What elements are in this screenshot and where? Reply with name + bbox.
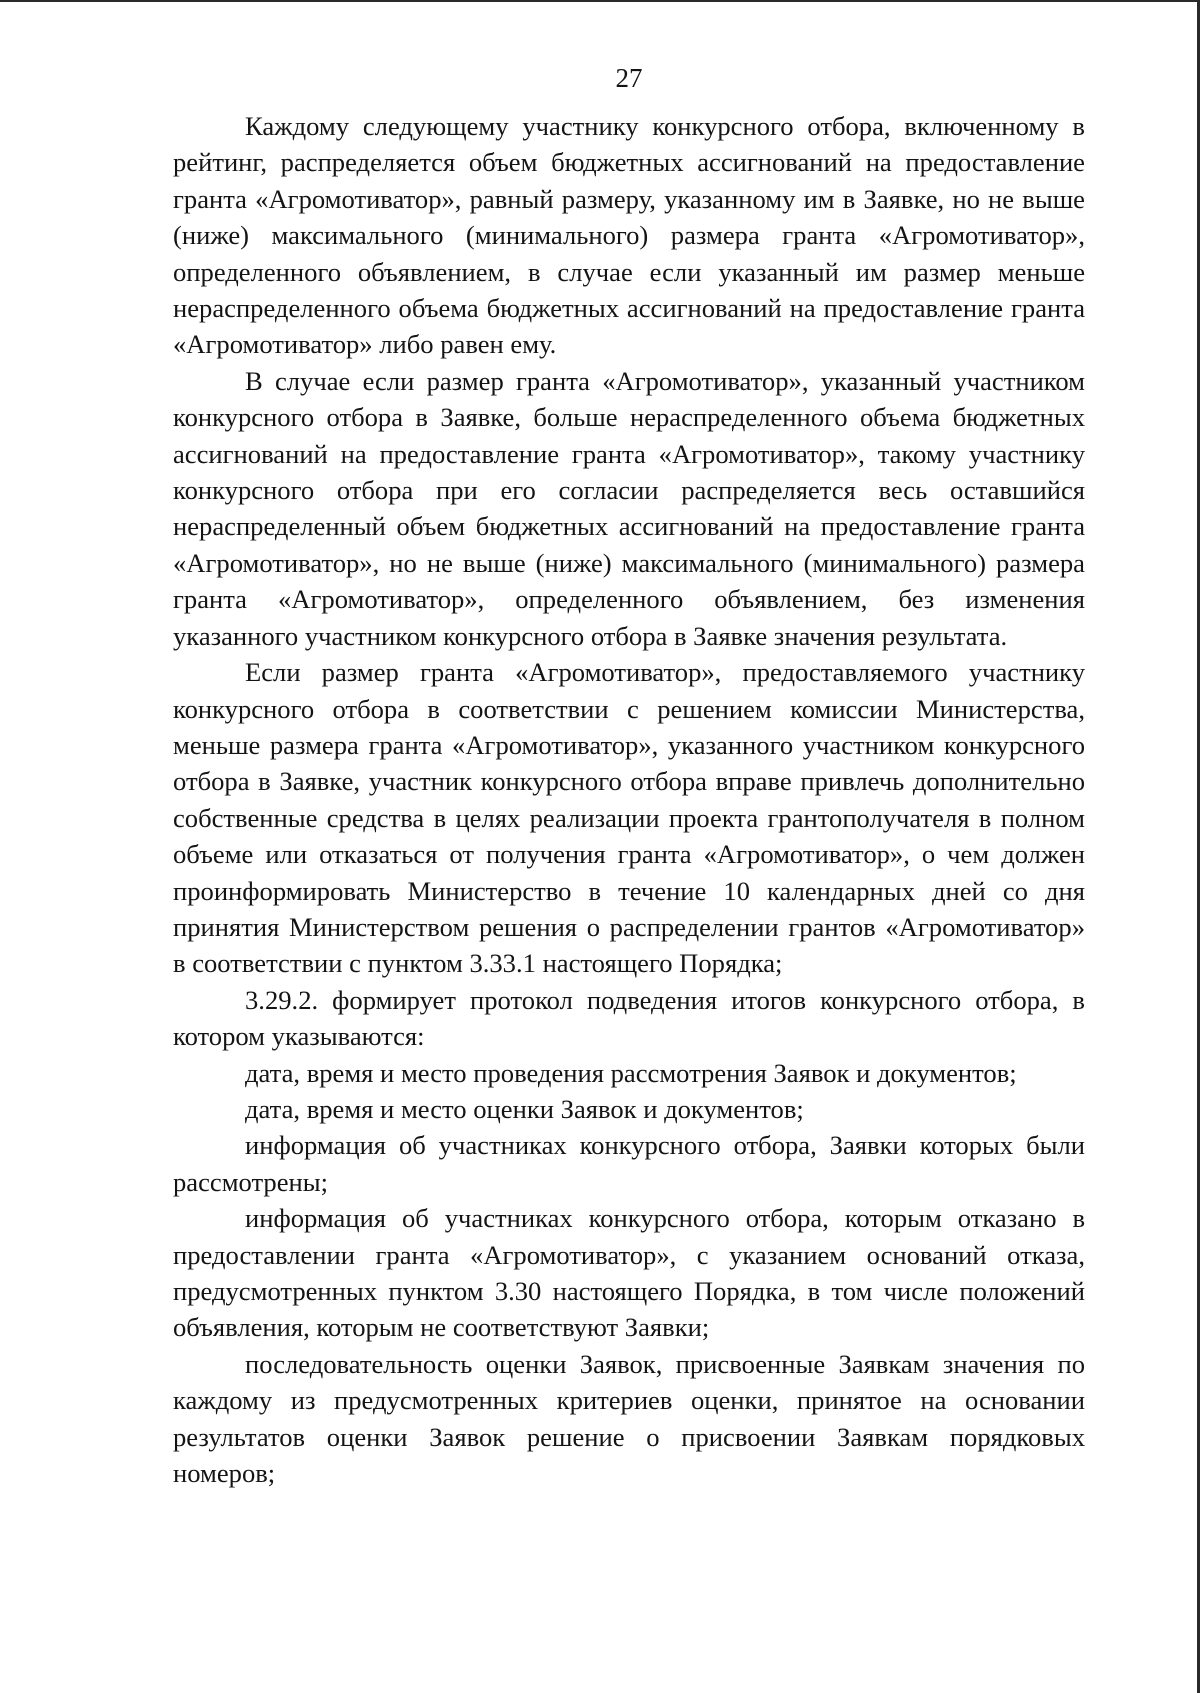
page-number: 27	[615, 63, 643, 93]
paragraph-rating-allocation: Каждому следующему участнику конкурсного отбора, включенному в рейтинг, распределяется объем бюджетных ассигнований на предоставление гранта «Агромотиватор», равный размеру, указанному им в Заявке, но не выше (ниже) максимального (минимального) размера гранта «Агромотиватор», определенного объявлением, в случае если указанный им размер меньше нераспределенного объема бюджетных ассигнований на предоставление гранта «Агромотиватор» либо равен ему.	[173, 111, 1085, 360]
paragraph-evaluation-sequence: последовательность оценки Заявок, присвоенные Заявкам значения по каждому из предусмотренных критериев оценки, принятое на основании результатов оценки Заявок решение о присвоении Заявкам порядковых номеров;	[173, 1348, 1085, 1489]
paragraph-review-date: дата, время и место проведения рассмотрения Заявок и документов;	[245, 1057, 1017, 1088]
scan-border-top	[0, 0, 1200, 2]
paragraph-evaluation-date: дата, время и место оценки Заявок и документов;	[245, 1093, 804, 1124]
paragraph-clause-3-29-2: 3.29.2. формирует протокол подведения итогов конкурсного отбора, в котором указываются:	[173, 984, 1085, 1052]
document-page	[173, 60, 1085, 1491]
paragraph-excess-request: В случае если размер гранта «Агромотиватор», указанный участником конкурсного отбора в Заявке, больше нераспределенного объема бюджетных ассигнований на предоставление гранта «Агромотиватор», такому участнику конкурсного отбора при его согласии распределяется весь оставшийся нераспределенный объем бюджетных ассигнований на предоставление гранта «Агромотиватор», но не выше (ниже) максимального (минимального) размера гранта «Агромотиватор», определенного объявлением, без изменения указанного участником конкурсного отбора в Заявке значения результата.	[173, 365, 1085, 651]
paragraph-refused-participants: информация об участниках конкурсного отбора, которым отказано в предоставлении гранта «Агромотиватор», с указанием оснований отказа, предусмотренных пунктом 3.30 настоящего Порядка, в том числе положений объявления, которым не соответствуют Заявки;	[173, 1203, 1085, 1343]
paragraph-reviewed-participants: информация об участниках конкурсного отбора, Заявки которых были рассмотрены;	[173, 1130, 1085, 1197]
paragraph-smaller-grant: Если размер гранта «Агромотиватор», предоставляемого участнику конкурсного отбора в соответствии с решением комиссии Министерства, меньше размера гранта «Агромотиватор», указанного участником конкурсного отбора в Заявке, участник конкурсного отбора вправе привлечь дополнительно собственные средства в целях реализации проекта грантополучателя в полном объеме или отказаться от получения гранта «Агромотиватор», о чем должен проинформировать Министерство в течение 10 календарных дней со дня принятия Министерством решения о распределении грантов «Агромотиватор» в соответствии с пунктом 3.33.1 настоящего Порядка;	[173, 657, 1085, 979]
